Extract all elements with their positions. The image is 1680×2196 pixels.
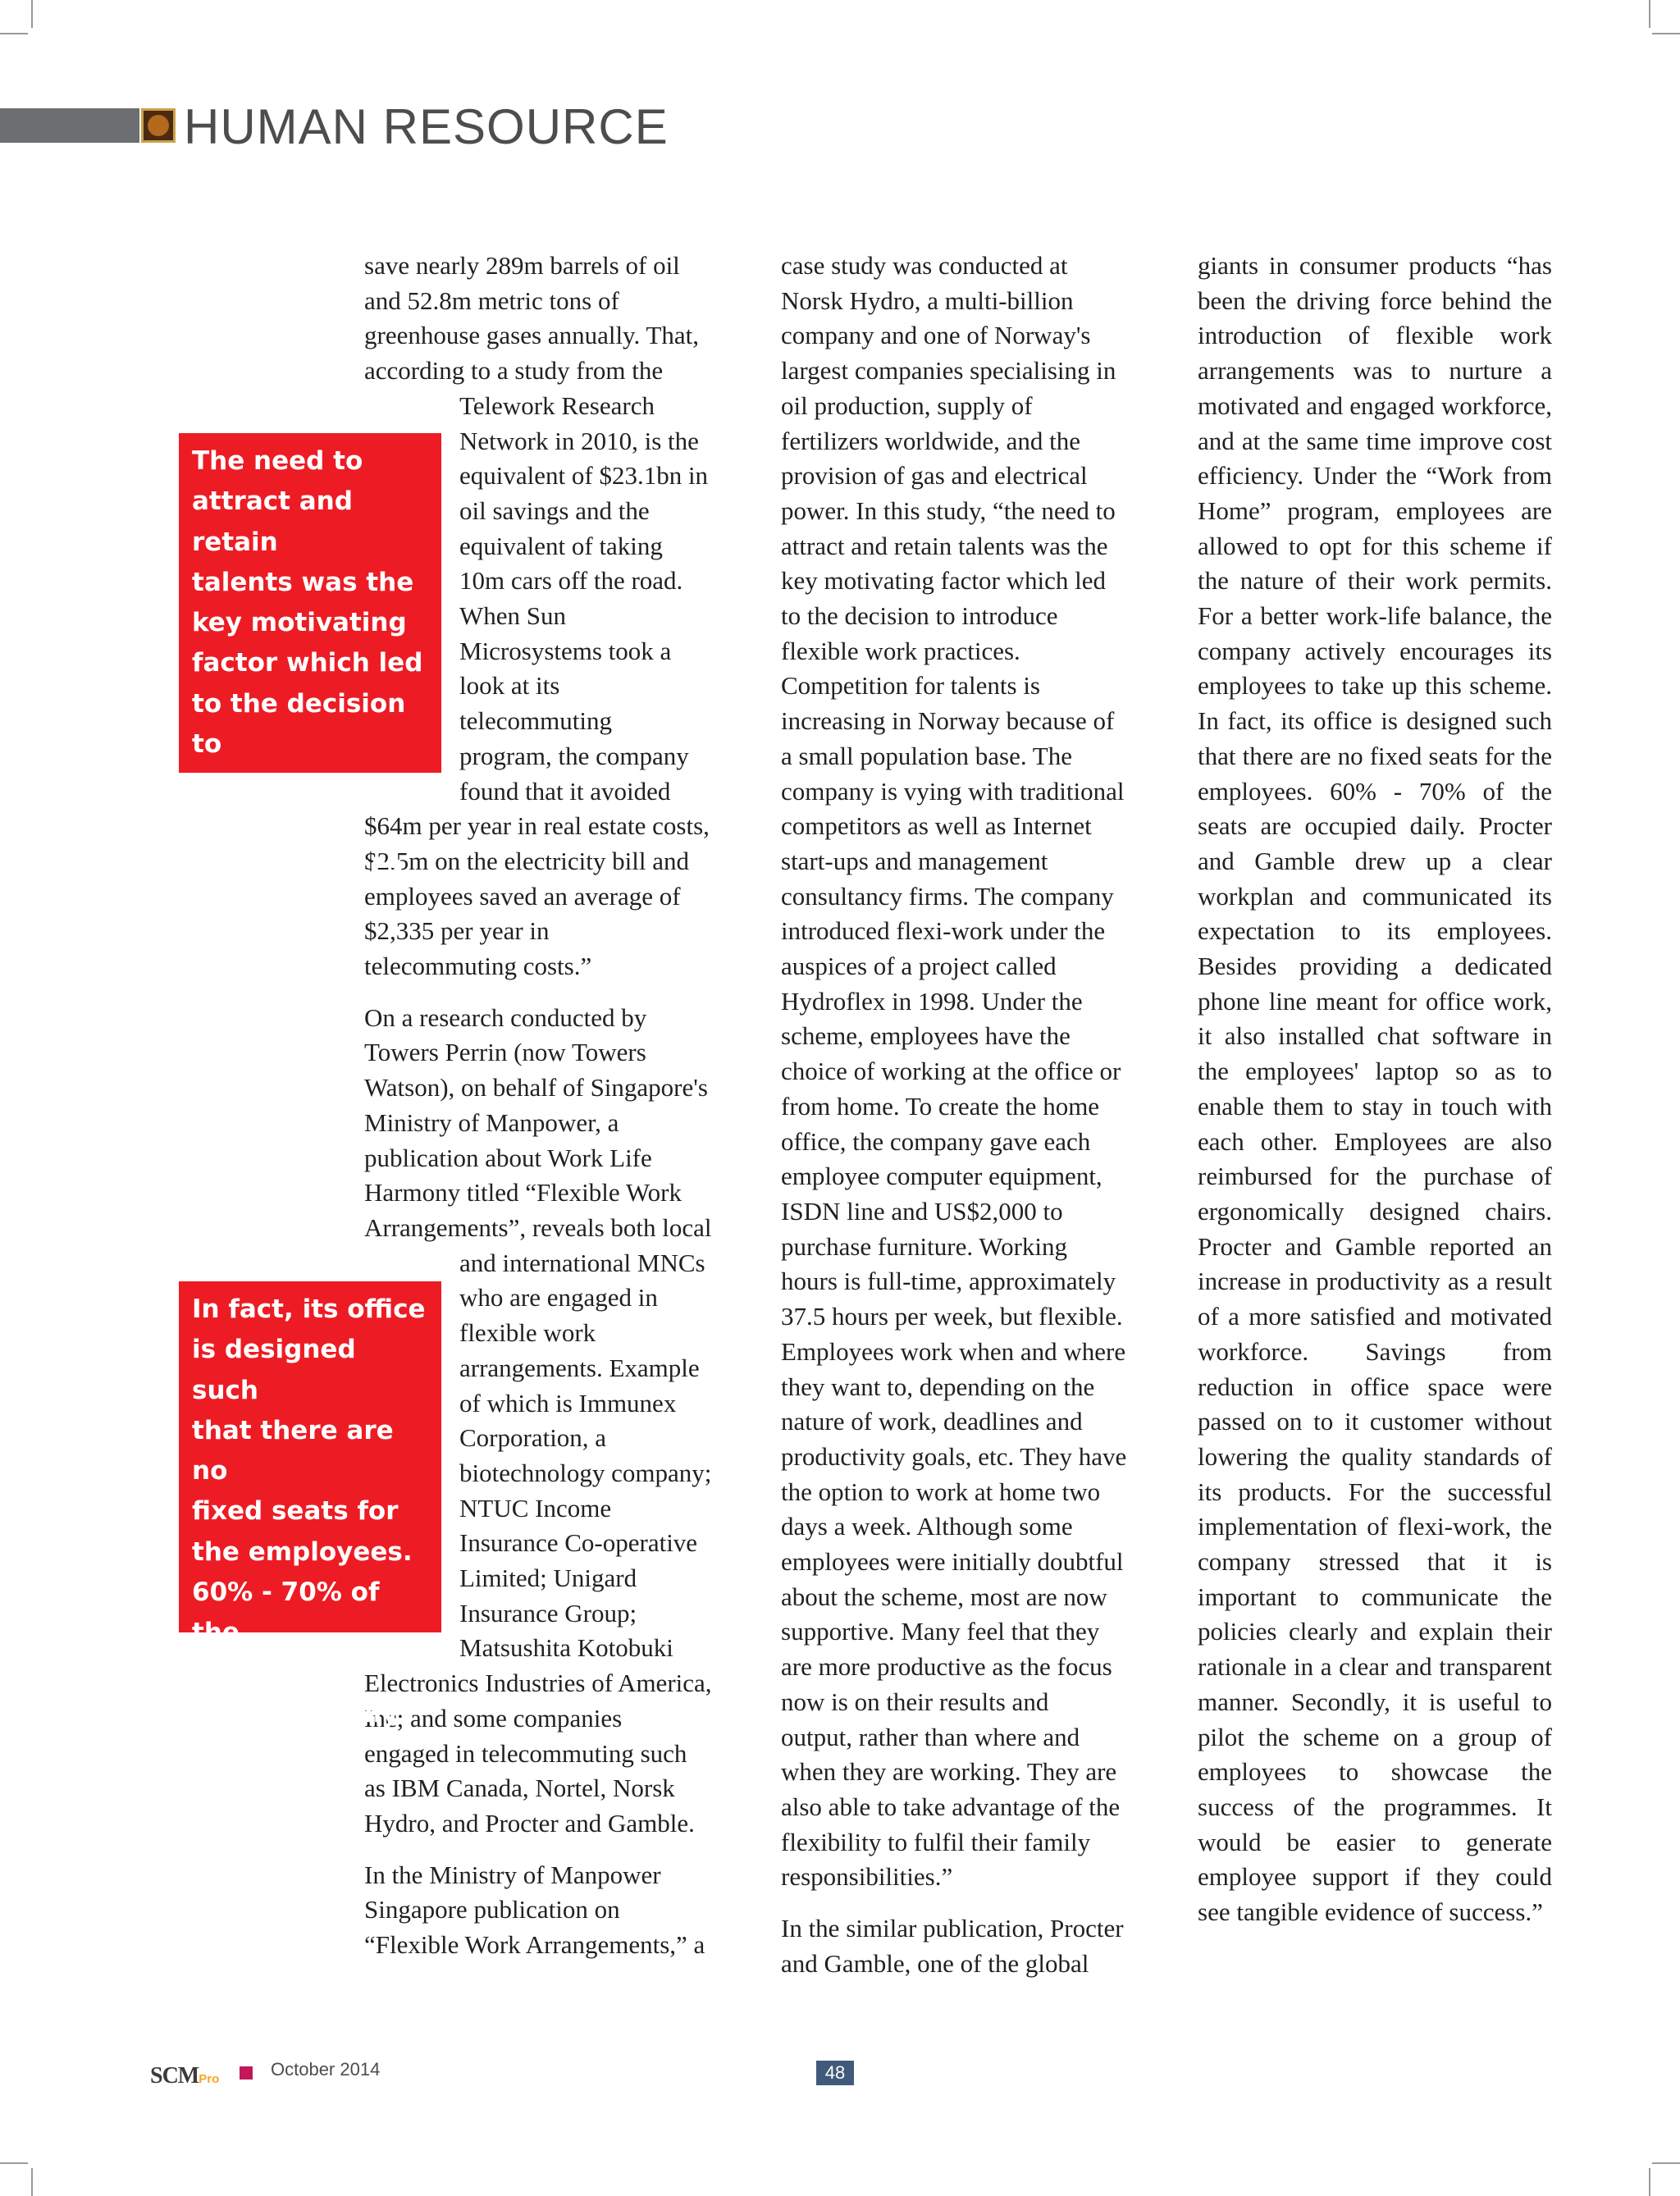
text-line: introduced flexi-work under the xyxy=(781,916,1106,946)
text-line: look at its xyxy=(459,671,560,701)
text-line: arrangements. Example xyxy=(459,1353,700,1382)
text-line: flexible work practices. xyxy=(781,636,1020,665)
text-line: the option to work at home two xyxy=(781,1477,1101,1506)
text-line: In the Ministry of Manpower xyxy=(364,1860,661,1889)
logo-text: SCM xyxy=(150,2063,199,2089)
text-line: purchase furniture. Working xyxy=(781,1231,1068,1261)
text-line: Arrangements”, reveals both local xyxy=(364,1212,712,1242)
text-line: provision of gas and electrical xyxy=(781,461,1088,491)
text-line: consultancy firms. The company xyxy=(781,881,1114,911)
text-line: of which is Immunex xyxy=(459,1388,677,1418)
text-line: Hydro, and Procter and Gamble. xyxy=(364,1808,695,1838)
text-line: employees were initially doubtful xyxy=(781,1547,1124,1577)
text-line: 60% - 70% of the xyxy=(192,1577,380,1648)
text-line: responsibilities.” xyxy=(781,1862,953,1892)
column-3 xyxy=(1198,249,1552,1947)
text-line: oil savings and the xyxy=(459,495,650,525)
text-line: that there are no xyxy=(192,1415,394,1486)
text-line: largest companies specialising in xyxy=(781,356,1116,386)
text-line: flexible work xyxy=(459,1318,596,1348)
text-line: power. In this study, “the need to xyxy=(781,495,1116,525)
text-line: choice of working at the office or xyxy=(781,1057,1121,1086)
text-line: On a research conducted by xyxy=(364,1002,647,1032)
text-line: work practices xyxy=(192,850,403,880)
text-line: “Flexible Work Arrangements,” a xyxy=(364,1930,705,1960)
text-line: about the scheme, most are now xyxy=(781,1582,1107,1611)
text-line: fertilizers worldwide, and the xyxy=(781,426,1080,455)
text-line: the employees. xyxy=(192,1536,413,1567)
text-line: also able to take advantage of the xyxy=(781,1792,1121,1821)
text-line: now is on their results and xyxy=(781,1687,1049,1716)
text-line: Telework Research xyxy=(459,390,655,420)
page-number: 48 xyxy=(816,2061,854,2085)
text-line: occupied daily xyxy=(192,1698,399,1728)
text-line: seats are xyxy=(192,1658,325,1688)
pull-quote xyxy=(179,1281,441,1728)
text-line: factor which led xyxy=(192,648,423,678)
text-line: Towers Perrin (now Towers xyxy=(364,1038,646,1067)
text-line: key motivating xyxy=(192,608,407,638)
text-line: introduce flexible xyxy=(192,769,330,840)
text-line: Matsushita Kotobuki xyxy=(459,1633,673,1663)
crop-mark xyxy=(0,33,28,34)
text-line: key motivating factor which led xyxy=(781,566,1106,596)
text-line: engaged in telecommuting such xyxy=(364,1738,687,1768)
paragraph xyxy=(781,249,1140,1895)
text-line: In fact, its office xyxy=(192,1294,426,1324)
text-line: publication about Work Life xyxy=(364,1143,652,1172)
text-line: found that it avoided xyxy=(459,776,671,806)
text-line: nature of work, deadlines and xyxy=(781,1407,1083,1436)
text-line: Singapore publication on xyxy=(364,1895,620,1924)
text-line: Network in 2010, is the xyxy=(459,426,699,455)
section-title: HUMAN RESOURCE xyxy=(184,99,669,154)
text-line: Norsk Hydro, a multi-billion xyxy=(781,285,1074,315)
text-line: case study was conducted at xyxy=(781,251,1068,280)
text-line: biotechnology company; xyxy=(459,1458,712,1487)
text-line: Watson), on behalf of Singapore's xyxy=(364,1073,708,1103)
text-line: Limited; Unigard xyxy=(459,1564,637,1593)
text-line: scheme, employees have the xyxy=(781,1021,1071,1051)
text-line: fixed seats for xyxy=(192,1496,399,1527)
issue-date: October 2014 xyxy=(271,2059,381,2080)
text-line: attract and retain talents was the xyxy=(781,531,1108,560)
text-line: employees saved an average of xyxy=(364,881,681,911)
text-line: equivalent of $23.1bn in xyxy=(459,461,709,491)
text-line: to the decision to xyxy=(192,688,406,760)
text-line: NTUC Income xyxy=(459,1493,612,1523)
header-band xyxy=(0,108,139,143)
text-line: who are engaged in xyxy=(459,1283,658,1313)
text-line: save nearly 289m barrels of oil xyxy=(364,251,680,280)
text-line: greenhouse gases annually. That, xyxy=(364,321,700,350)
text-line: Corporation, a xyxy=(459,1423,607,1453)
crop-mark xyxy=(1652,33,1680,34)
text-line: Competition for talents is xyxy=(781,671,1040,701)
text-line: are more productive as the focus xyxy=(781,1652,1112,1682)
text-line: company is vying with traditional xyxy=(781,776,1125,806)
column-2 xyxy=(781,249,1140,1997)
text-line: productivity goals, etc. They have xyxy=(781,1441,1127,1471)
text-line: Harmony titled “Flexible Work xyxy=(364,1178,682,1208)
text-line: when they are working. They are xyxy=(781,1757,1117,1787)
text-line: they want to, depending on the xyxy=(781,1372,1095,1401)
text-line: office, the company gave each xyxy=(781,1126,1091,1156)
pull-quote xyxy=(179,433,441,880)
crop-mark xyxy=(1649,0,1650,28)
crop-mark xyxy=(1649,2168,1650,2196)
text-line: In the similar publication, Procter xyxy=(781,1914,1124,1943)
text-line: $2,335 per year in xyxy=(364,916,550,946)
logo-square-icon xyxy=(240,2066,253,2080)
text-line: employee computer equipment, xyxy=(781,1162,1102,1191)
text-line: oil production, supply of xyxy=(781,390,1033,420)
text-line: days a week. Although some xyxy=(781,1512,1073,1541)
text-line: 37.5 hours per week, but flexible. xyxy=(781,1302,1123,1331)
text-line: Hydroflex in 1998. Under the xyxy=(781,986,1083,1016)
text-line: and Gamble, one of the global xyxy=(781,1948,1089,1978)
text-line: output, rather than where and xyxy=(781,1722,1080,1751)
crop-mark xyxy=(1652,2162,1680,2164)
text-line: Ministry of Manpower, a xyxy=(364,1107,619,1137)
text-line: hours is full-time, approximately xyxy=(781,1267,1116,1296)
paragraph xyxy=(781,1911,1140,1981)
text-line: as IBM Canada, Nortel, Norsk xyxy=(364,1774,675,1803)
text-line: The need to xyxy=(192,446,363,476)
text-line: When Sun xyxy=(459,601,567,631)
text-line: talents was the xyxy=(192,567,414,597)
text-line: company and one of Norway's xyxy=(781,321,1091,350)
text-line: flexibility to fulfil their family xyxy=(781,1827,1091,1856)
text-line: start-ups and management xyxy=(781,846,1048,875)
text-line: to the decision to introduce xyxy=(781,601,1058,631)
text-line: Inc; and some companies xyxy=(364,1703,623,1733)
text-line: competitors as well as Internet xyxy=(781,811,1092,841)
crop-mark xyxy=(31,2168,33,2196)
text-line: Insurance Co-operative xyxy=(459,1528,698,1558)
text-line: increasing in Norway because of xyxy=(781,706,1115,736)
crop-mark xyxy=(0,2162,28,2164)
text-line: supportive. Many feel that they xyxy=(781,1617,1100,1646)
text-line: and international MNCs xyxy=(459,1248,705,1277)
text-line: $64m per year in real estate costs, xyxy=(364,811,710,841)
magazine-logo xyxy=(150,2063,219,2089)
paragraph xyxy=(364,1858,725,1963)
paragraph: giants in consumer products “has been the driving force behind the introduction of flexible work arrangements was to nurture a motivated and engaged workforce, and at the same time improve cost efficiency. Under the “Work from Home” program, employees are allowed to opt for this scheme if the nature of their work permits. For a better work-life balance, the company actively encourages its employees to take up this scheme. In fact, its office is designed such that there are no fixed seats for the employees. 60% - 70% of the seats are occupied daily. Procter and Gamble drew up a clear workplan and communicated its expectation to its employees. Besides providing a dedicated phone line meant for office work, it also installed chat software in the employees' laptop so as to enable them to stay in touch with each other. Employees are also reimbursed for the purchase of ergonomically designed chairs. Procter and Gamble reported an increase in productivity as a result of a more satisfied and motivated workforce. Savings from reduction in office space were passed on to it customer without lowering the quality standards of its products. For the successful implementation of flexi-work, the company stressed that it is important to communicate the policies clearly and explain their rationale in a clear and transparent manner. Secondly, it is useful to pilot the scheme on a group of employees to showcase the success of the programmes. It would be easier to generate employee support if they could see tangible evidence of success.” xyxy=(1198,251,1552,1927)
text-line: Microsystems took a xyxy=(459,636,672,665)
square-circle-logo-icon xyxy=(141,108,176,143)
text-line: is designed such xyxy=(192,1335,356,1405)
text-line: and 52.8m metric tons of xyxy=(364,285,619,315)
text-line: from home. To create the home xyxy=(781,1091,1100,1121)
text-line: telecommuting xyxy=(459,706,612,736)
logo-subtext: Pro xyxy=(199,2072,220,2086)
crop-mark xyxy=(31,0,33,28)
text-line: a small population base. The xyxy=(781,741,1072,770)
text-line: according to a study from the xyxy=(364,356,664,386)
text-line: 10m cars off the road. xyxy=(459,566,683,596)
text-line: program, the company xyxy=(459,741,689,770)
text-line: Insurance Group; xyxy=(459,1598,637,1628)
text-line: $2.5m on the electricity bill and xyxy=(364,846,690,875)
text-line: auspices of a project called xyxy=(781,952,1057,981)
text-line: Electronics Industries of America, xyxy=(364,1669,712,1698)
text-line: equivalent of taking xyxy=(459,531,663,560)
text-line: ISDN line and US$2,000 to xyxy=(781,1196,1063,1226)
text-line: attract and retain xyxy=(192,486,353,557)
text-line: Employees work when and where xyxy=(781,1336,1126,1366)
text-line: telecommuting costs.” xyxy=(364,952,592,981)
